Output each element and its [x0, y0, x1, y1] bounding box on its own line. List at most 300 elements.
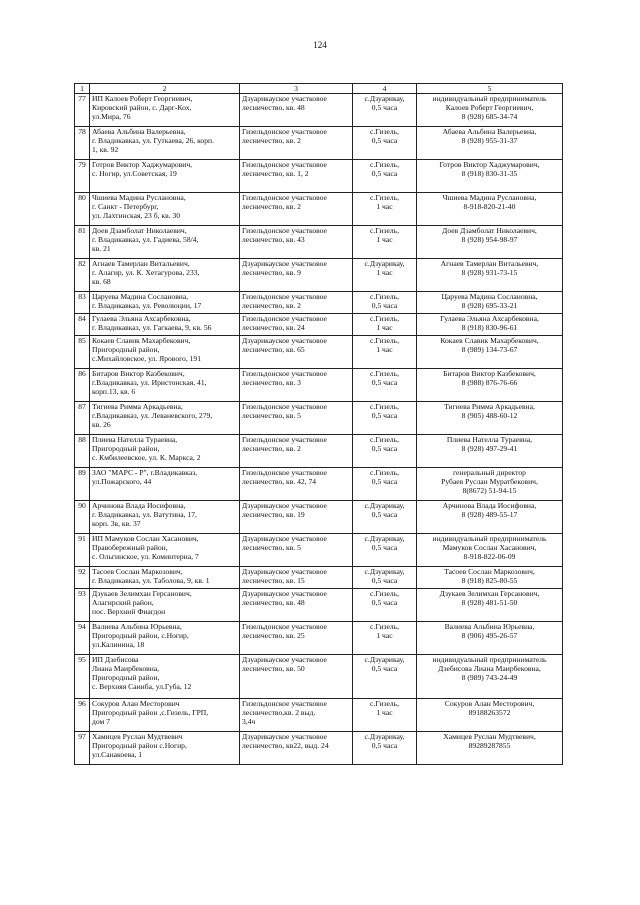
- row-number: 84: [75, 314, 90, 336]
- owner-line: г. Алагир, ул. К. Хетагурова, 233,: [92, 268, 200, 277]
- settlement-cell: [353, 655, 417, 699]
- contact-line: Чшиева Мадина Руслановна,: [442, 193, 537, 202]
- contact-line: 8-918-822-06-09: [463, 552, 516, 561]
- row-number: 92: [75, 567, 90, 589]
- contact-line: 8 (928) 497-29-41: [461, 444, 518, 453]
- settlement-line: с.Гизель,: [370, 468, 399, 477]
- settlement-line: 1 час: [376, 708, 393, 717]
- row-number: 91: [75, 534, 90, 567]
- forestry-line: лесничество, кв. 48: [242, 598, 305, 607]
- contact-line: Доев Дзамболат Николаевич,: [442, 226, 537, 235]
- table-row: [75, 501, 563, 534]
- forestry-line: лесничество, кв. 5: [242, 543, 301, 552]
- forestry-line: лесничество, кв. 19: [242, 510, 305, 519]
- forestry-line: Дзуарикауское участковое: [242, 534, 327, 543]
- forestry-line: лесничество, кв. 50: [242, 664, 305, 673]
- settlement-line: с.Дзуарикау,: [364, 567, 405, 576]
- contact-line: генеральный директор: [453, 468, 526, 477]
- table-row: [75, 435, 563, 468]
- row-number: 77: [75, 94, 90, 127]
- settlement-line: 1 час: [376, 631, 393, 640]
- owner-cell: [90, 567, 240, 589]
- owner-line: Готров Виктор Хаджумарович,: [92, 160, 193, 169]
- column-header: 3: [240, 84, 353, 94]
- owner-line: с.Михайловское, ул. Ярового, 191: [92, 354, 202, 363]
- row-number: 94: [75, 622, 90, 655]
- settlement-line: с.Дзуарикау,: [364, 259, 405, 268]
- settlement-line: 1 час: [376, 345, 393, 354]
- forestry-line: Гизельдонское участковое: [242, 127, 327, 136]
- contact-line: индивидуальный предприниматель: [432, 94, 547, 103]
- column-header: 2: [90, 84, 240, 94]
- contact-line: Калоев Роберт Георгиевич,: [445, 103, 534, 112]
- owner-cell: [90, 732, 240, 765]
- settlement-cell: [353, 94, 417, 127]
- forestry-line: Дзуарикауское участковое: [242, 336, 327, 345]
- forestry-cell: [240, 699, 353, 732]
- row-number: 81: [75, 226, 90, 259]
- forestry-cell: [240, 127, 353, 160]
- forestry-cell: [240, 534, 353, 567]
- settlement-line: с.Дзуарикау,: [364, 655, 405, 664]
- owner-line: Арчинова Влада Иосифовна,: [92, 501, 186, 510]
- forestry-cell: [240, 732, 353, 765]
- contact-cell: [417, 732, 563, 765]
- owner-line: Алагирский район,: [92, 598, 154, 607]
- owner-line: ул.Пожарского, 44: [92, 477, 152, 486]
- owner-line: Хамицев Руслан Мудтвевич: [92, 732, 183, 741]
- contact-cell: [417, 402, 563, 435]
- contact-line: Плиева Нателла Тураевна,: [446, 435, 533, 444]
- row-number: 87: [75, 402, 90, 435]
- settlement-cell: [353, 699, 417, 732]
- contact-cell: [417, 292, 563, 314]
- settlement-cell: [353, 732, 417, 765]
- owner-line: Пригородный район,: [92, 345, 160, 354]
- owner-cell: [90, 94, 240, 127]
- owner-line: ул.Калинина, 18: [92, 640, 145, 649]
- owner-line: Дзукаев Зелимхан Герсанович,: [92, 589, 192, 598]
- owner-line: Сокуров Алан Месторович: [92, 699, 180, 708]
- settlement-line: 1 час: [376, 235, 393, 244]
- owner-line: Пригородный район,: [92, 444, 160, 453]
- owner-line: г. Владикавказ, ул. Гагкаева, 9, кв. 56: [92, 323, 212, 332]
- row-number: 97: [75, 732, 90, 765]
- owner-line: Пригородный район ,с.Гизель, ГРП,: [92, 708, 209, 717]
- table-row: [75, 193, 563, 226]
- forestry-line: Дзуарикауское участковое: [242, 259, 327, 268]
- contact-cell: [417, 699, 563, 732]
- owner-line: Кировский район, с. Дарг-Кох,: [92, 103, 192, 112]
- contact-line: Битаров Виктор Казбекович,: [443, 369, 536, 378]
- table-row: [75, 336, 563, 369]
- forestry-cell: [240, 402, 353, 435]
- row-number: 86: [75, 369, 90, 402]
- owner-cell: [90, 292, 240, 314]
- table-row: [75, 402, 563, 435]
- owner-line: 1, кв. 92: [92, 145, 119, 154]
- contact-line: Валиева Альбина Юрьевна,: [444, 622, 535, 631]
- contact-line: Готров Виктор Хаджумарович,: [439, 160, 540, 169]
- forestry-cell: [240, 336, 353, 369]
- contact-line: Гулаева Эльяна Ахсарбековна,: [440, 314, 539, 323]
- contact-line: 8 (928) 489-55-17: [461, 510, 518, 519]
- forestry-cell: [240, 226, 353, 259]
- owner-line: кв. 68: [92, 277, 111, 286]
- forestry-line: Дзуарикауское участковое: [242, 589, 327, 598]
- settlement-line: 0,5 часа: [371, 411, 398, 420]
- settlement-line: 0,5 часа: [371, 169, 398, 178]
- settlement-line: с.Гизель,: [370, 160, 399, 169]
- owner-line: Чшиева Мадина Руслановна,: [92, 193, 186, 202]
- owner-cell: [90, 699, 240, 732]
- settlement-cell: [353, 468, 417, 501]
- contact-line: 8 (918) 830-96-61: [461, 323, 518, 332]
- owner-line: Гулаева Эльяна Ахсарбековна,: [92, 314, 191, 323]
- row-number: 85: [75, 336, 90, 369]
- settlement-line: с.Гизель,: [370, 435, 399, 444]
- registry-table: [74, 83, 563, 765]
- forestry-cell: [240, 468, 353, 501]
- contact-cell: [417, 160, 563, 193]
- forestry-line: лесничество, кв. 3: [242, 378, 301, 387]
- owner-cell: [90, 534, 240, 567]
- owner-line: г. Владикавказ, ул. Таболова, 9, кв. 1: [92, 576, 210, 585]
- contact-line: Кокаев Славик Махарбекович,: [440, 336, 539, 345]
- table-row: [75, 589, 563, 622]
- forestry-cell: [240, 435, 353, 468]
- forestry-line: Гизельдонское участковое: [242, 314, 327, 323]
- table-row: [75, 622, 563, 655]
- owner-line: Правобережный район,: [92, 543, 168, 552]
- settlement-line: с.Гизель,: [370, 314, 399, 323]
- forestry-line: Дзуарикауское участковое: [242, 655, 327, 664]
- row-number: 89: [75, 468, 90, 501]
- forestry-line: лесничество, кв. 15: [242, 576, 305, 585]
- settlement-line: с.Гизель,: [370, 127, 399, 136]
- settlement-cell: [353, 534, 417, 567]
- owner-line: ул. Лахтинская, 23 б, кв. 30: [92, 211, 181, 220]
- settlement-line: 0,5 часа: [371, 576, 398, 585]
- row-number: 79: [75, 160, 90, 193]
- settlement-cell: [353, 259, 417, 292]
- contact-line: Тасоев Сослан Маркозович,: [444, 567, 535, 576]
- contact-line: 8 (928) 685-34-74: [461, 112, 518, 121]
- forestry-line: Гизельдонское участковое: [242, 292, 327, 301]
- contact-line: 8 (928) 955-31-37: [461, 136, 518, 145]
- owner-line: с. Ногир, ул.Советская, 19: [92, 169, 177, 178]
- row-number: 80: [75, 193, 90, 226]
- column-header: 4: [353, 84, 417, 94]
- forestry-line: лесничество, кв. 65: [242, 345, 305, 354]
- forestry-line: Гизельдонское участковое: [242, 435, 327, 444]
- settlement-cell: [353, 501, 417, 534]
- owner-cell: [90, 501, 240, 534]
- owner-cell: [90, 369, 240, 402]
- forestry-cell: [240, 259, 353, 292]
- table-row: [75, 160, 563, 193]
- contact-cell: [417, 655, 563, 699]
- settlement-cell: [353, 160, 417, 193]
- contact-line: Хамицев Руслан Мудтвевич,: [443, 732, 536, 741]
- owner-cell: [90, 160, 240, 193]
- table-row: [75, 655, 563, 699]
- owner-cell: [90, 314, 240, 336]
- settlement-cell: [353, 336, 417, 369]
- row-number: 78: [75, 127, 90, 160]
- page-number: 124: [313, 40, 327, 50]
- forestry-line: 3,4ч: [242, 717, 256, 726]
- owner-line: г. Владикавказ, ул. Гуткаева, 26, корп.: [92, 136, 214, 145]
- owner-line: ИП Мамуков Сослан Хасанович,: [92, 534, 199, 543]
- contact-line: 89188263572: [468, 708, 511, 717]
- owner-cell: [90, 336, 240, 369]
- settlement-cell: [353, 314, 417, 336]
- owner-line: с. Кмбилеевское, ул. К. Маркса, 2: [92, 453, 201, 462]
- forestry-line: лесничество, кв. 1, 2: [242, 169, 309, 178]
- contact-cell: [417, 193, 563, 226]
- contact-line: индивидуальный предприниматель: [432, 655, 547, 664]
- owner-line: ИП Дзебисова: [92, 655, 139, 664]
- owner-line: г. Владикавказ, ул. Гадиева, 58/4,: [92, 235, 199, 244]
- forestry-line: Дзуарикауское участковое: [242, 94, 327, 103]
- contact-cell: [417, 336, 563, 369]
- contact-line: индивидуальный предприниматель: [432, 534, 547, 543]
- contact-line: Дзебисова Лиана Маирбековна,: [438, 664, 541, 673]
- forestry-line: Дзуарикауское участковое: [242, 567, 327, 576]
- contact-line: 8-918-820-21-40: [463, 202, 516, 211]
- contact-cell: [417, 226, 563, 259]
- settlement-cell: [353, 226, 417, 259]
- settlement-cell: [353, 589, 417, 622]
- contact-cell: [417, 127, 563, 160]
- contact-line: 8 (905) 488-60-12: [461, 411, 518, 420]
- settlement-line: с.Дзуарикау,: [364, 94, 405, 103]
- owner-line: Кокаев Славик Махарбекович,: [92, 336, 191, 345]
- forestry-line: лесничество, кв. 42, 74: [242, 477, 317, 486]
- contact-line: Агнаев Тамерлан Витальевич,: [440, 259, 539, 268]
- owner-line: г. Владикавказ, ул. Ватутина, 17,: [92, 510, 197, 519]
- settlement-line: 0,5 часа: [371, 543, 398, 552]
- forestry-line: Гизельдонское участковое: [242, 226, 327, 235]
- forestry-cell: [240, 567, 353, 589]
- settlement-cell: [353, 127, 417, 160]
- settlement-line: с.Гизель,: [370, 402, 399, 411]
- contact-line: 8 (928) 954-98-97: [461, 235, 518, 244]
- owner-line: пос. Верхний Фиагдон: [92, 607, 166, 616]
- contact-cell: [417, 435, 563, 468]
- owner-line: Битаров Виктор Казбекович,: [92, 369, 185, 378]
- owner-line: Тигиева Римма Аркадьевна,: [92, 402, 183, 411]
- owner-line: Пригородный район с.Ногир,: [92, 741, 187, 750]
- owner-cell: [90, 435, 240, 468]
- owner-line: г.Владикавказ, ул. Иристонская, 41,: [92, 378, 207, 387]
- forestry-line: лесничество, кв. 43: [242, 235, 305, 244]
- contact-cell: [417, 468, 563, 501]
- settlement-cell: [353, 622, 417, 655]
- settlement-cell: [353, 402, 417, 435]
- settlement-line: с.Гизель,: [370, 369, 399, 378]
- owner-line: ул.Санакоева, 1: [92, 750, 143, 759]
- forestry-line: лесничество, кв. 2: [242, 444, 301, 453]
- table-row: [75, 534, 563, 567]
- forestry-cell: [240, 160, 353, 193]
- settlement-cell: [353, 292, 417, 314]
- owner-cell: [90, 402, 240, 435]
- owner-cell: [90, 468, 240, 501]
- contact-line: Царуева Мадина Сослановна,: [441, 292, 538, 301]
- row-number: 83: [75, 292, 90, 314]
- owner-line: Валиева Альбина Юрьевна,: [92, 622, 182, 631]
- forestry-line: лесничество, кв. 48: [242, 103, 305, 112]
- settlement-line: с.Гизель,: [370, 336, 399, 345]
- owner-line: Плиева Нателла Тураевна,: [92, 435, 178, 444]
- forestry-line: лесничество, кв. 2: [242, 301, 301, 310]
- owner-line: с. Верхняя Саниба, ул.Губа, 12: [92, 682, 192, 691]
- owner-cell: [90, 259, 240, 292]
- settlement-line: 0,5 часа: [371, 477, 398, 486]
- owner-line: ул.Мира, 76: [92, 112, 131, 121]
- settlement-cell: [353, 193, 417, 226]
- settlement-line: 1 час: [376, 323, 393, 332]
- forestry-cell: [240, 292, 353, 314]
- owner-line: Агнаев Тамерлан Витальевич,: [92, 259, 190, 268]
- table-row: [75, 226, 563, 259]
- row-number: 95: [75, 655, 90, 699]
- table-row: [75, 94, 563, 127]
- owner-cell: [90, 589, 240, 622]
- contact-line: 8 (906) 495-26-57: [461, 631, 518, 640]
- row-number: 90: [75, 501, 90, 534]
- forestry-line: Дзуарикауское участковое: [242, 501, 327, 510]
- forestry-line: лесничество, кв. 25: [242, 631, 305, 640]
- contact-line: 8 (918) 830-31-35: [461, 169, 518, 178]
- header-row: [75, 84, 563, 94]
- contact-cell: [417, 622, 563, 655]
- settlement-line: 0,5 часа: [371, 510, 398, 519]
- row-number: 82: [75, 259, 90, 292]
- settlement-line: с.Гизель,: [370, 699, 399, 708]
- forestry-line: Гизельдонское участковое: [242, 369, 327, 378]
- owner-line: Пригородный район,: [92, 673, 160, 682]
- contact-cell: [417, 501, 563, 534]
- forestry-line: лесничество, кв. 2: [242, 202, 301, 211]
- forestry-cell: [240, 622, 353, 655]
- owner-line: корп. 3в, кв. 37: [92, 519, 141, 528]
- row-number: 88: [75, 435, 90, 468]
- settlement-line: с.Гизель,: [370, 622, 399, 631]
- settlement-line: с.Гизель,: [370, 226, 399, 235]
- forestry-line: Гизельдонское участковое: [242, 402, 327, 411]
- forestry-line: лесничество, кв. 5: [242, 411, 301, 420]
- contact-line: 8 (928) 931-73-15: [461, 268, 518, 277]
- contact-line: Абаева Альбина Валерьевна,: [442, 127, 537, 136]
- forestry-line: Гизельдонское участковое: [242, 468, 327, 477]
- table-row: [75, 314, 563, 336]
- contact-line: Сокуров Алан Месторович,: [444, 699, 535, 708]
- owner-line: Доев Дзамболат Николаевич,: [92, 226, 187, 235]
- contact-line: 89289287855: [468, 741, 511, 750]
- contact-cell: [417, 589, 563, 622]
- settlement-line: 1 час: [376, 268, 393, 277]
- settlement-line: 1 час: [376, 202, 393, 211]
- contact-cell: [417, 567, 563, 589]
- owner-line: ЗАО "МАРС - Р", г.Владикавказ,: [92, 468, 198, 477]
- forestry-line: лесничество,кв. 2 выд.: [242, 708, 316, 717]
- table-row: [75, 369, 563, 402]
- owner-cell: [90, 193, 240, 226]
- settlement-cell: [353, 369, 417, 402]
- table-row: [75, 699, 563, 732]
- owner-cell: [90, 655, 240, 699]
- contact-line: 8 (989) 134-73-67: [461, 345, 518, 354]
- settlement-line: 0,5 часа: [371, 741, 398, 750]
- forestry-cell: [240, 589, 353, 622]
- forestry-line: Гизельдонское участковое: [242, 699, 327, 708]
- forestry-line: лесничество, кв. 9: [242, 268, 301, 277]
- forestry-cell: [240, 193, 353, 226]
- contact-cell: [417, 259, 563, 292]
- forestry-line: лесничество, кв. 2: [242, 136, 301, 145]
- settlement-line: с.Дзуарикау,: [364, 501, 405, 510]
- settlement-line: с.Гизель,: [370, 589, 399, 598]
- owner-line: Лиана Маирбековна,: [92, 664, 160, 673]
- forestry-line: Дзуарикауское участковое: [242, 732, 327, 741]
- contact-cell: [417, 94, 563, 127]
- settlement-line: с.Дзуарикау,: [364, 534, 405, 543]
- forestry-cell: [240, 369, 353, 402]
- owner-cell: [90, 127, 240, 160]
- row-number: 93: [75, 589, 90, 622]
- forestry-cell: [240, 655, 353, 699]
- settlement-line: с.Гизель,: [370, 193, 399, 202]
- forestry-line: лесничество, кв22, выд. 24: [242, 741, 329, 750]
- forestry-cell: [240, 314, 353, 336]
- forestry-cell: [240, 501, 353, 534]
- owner-line: Тасоев Сослан Маркозович,: [92, 567, 183, 576]
- contact-line: 8 (928) 695-33-21: [461, 301, 518, 310]
- table-row: [75, 127, 563, 160]
- owner-line: кв. 26: [92, 420, 111, 429]
- row-number: 96: [75, 699, 90, 732]
- forestry-line: Гизельдонское участковое: [242, 622, 327, 631]
- forestry-line: Гизельдонское участковое: [242, 193, 327, 202]
- owner-line: г. Санкт - Петербург,: [92, 202, 159, 211]
- settlement-cell: [353, 567, 417, 589]
- settlement-line: 0,5 часа: [371, 103, 398, 112]
- contact-line: 8 (988) 876-76-66: [461, 378, 518, 387]
- owner-line: дом 7: [92, 717, 111, 726]
- owner-line: г.Владикавказ, ул. Леваневского, 279,: [92, 411, 213, 420]
- contact-line: Мамуков Сослан Хасанович,: [442, 543, 537, 552]
- forestry-line: Гизельдонское участковое: [242, 160, 327, 169]
- settlement-line: 0,5 часа: [371, 664, 398, 673]
- owner-line: Абаева Альбина Валерьевна,: [92, 127, 186, 136]
- contact-cell: [417, 534, 563, 567]
- forestry-line: лесничество, кв. 24: [242, 323, 305, 332]
- owner-line: с. Ольгинское, ул. Коминтерна, 7: [92, 552, 199, 561]
- contact-line: Арчинова Влада Иосифовна,: [442, 501, 537, 510]
- forestry-cell: [240, 94, 353, 127]
- contact-line: Тигиева Римма Аркадьевна,: [444, 402, 535, 411]
- settlement-line: с.Гизель,: [370, 292, 399, 301]
- owner-cell: [90, 226, 240, 259]
- table-row: [75, 468, 563, 501]
- settlement-line: 0,5 часа: [371, 136, 398, 145]
- contact-cell: [417, 314, 563, 336]
- settlement-cell: [353, 435, 417, 468]
- table-row: [75, 259, 563, 292]
